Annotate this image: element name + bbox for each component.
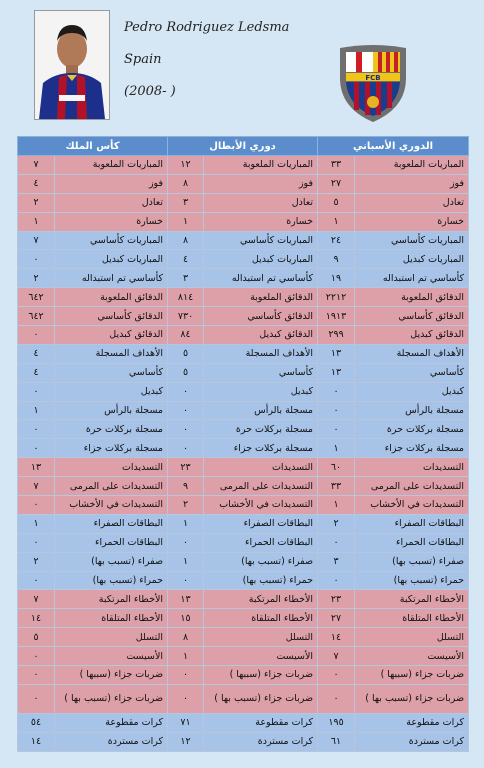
cell-label-cup: الأهداف المسجلة (55, 344, 168, 363)
cell-value-league: ٢٤ (318, 231, 355, 250)
cell-label-league: مسجلة بركلات جزاء (355, 439, 469, 458)
cell-label-cup: صفراء (تسبب بها) (55, 552, 168, 571)
cell-label-champions-league: ضربات جزاء (تسبب بها ) (204, 684, 318, 713)
cell-label-champions-league: الدقائق كأساسي (204, 307, 318, 326)
cell-label-league: المباريات الملعوبة (355, 156, 469, 175)
cell-value-champions-league: ٢٣ (168, 458, 204, 477)
cell-value-champions-league: ٠ (168, 401, 204, 420)
cell-value-cup: ٧ (18, 590, 55, 609)
cell-value-cup: ٥ (18, 628, 55, 647)
cell-value-champions-league: ١ (168, 212, 204, 231)
table-row (18, 571, 469, 590)
table-row (18, 552, 469, 571)
cell-label-league: الدقائق الملعوبة (355, 288, 469, 307)
cell-value-league: ١٣ (318, 344, 355, 363)
table-row (18, 684, 469, 713)
cell-label-cup: فوز (55, 174, 168, 193)
cell-value-cup: ٠ (18, 420, 55, 439)
cell-value-cup: ٠ (18, 666, 55, 685)
table-row (18, 732, 469, 751)
cell-label-league: المباريات كأساسي (355, 231, 469, 250)
table-row (18, 344, 469, 363)
cell-label-league: حمراء (تسبب بها) (355, 571, 469, 590)
cell-value-cup: ٠ (18, 496, 55, 515)
column-header: كأس الملك (18, 137, 168, 156)
cell-label-league: الأهداف المسجلة (355, 344, 469, 363)
cell-label-cup: التسديدات في الأخشاب (55, 496, 168, 515)
cell-value-league: ٢٩٩ (318, 326, 355, 345)
table-row (18, 458, 469, 477)
cell-value-league: ٣ (318, 552, 355, 571)
cell-value-champions-league: ٥ (168, 344, 204, 363)
cell-value-cup: ٤ (18, 174, 55, 193)
cell-label-cup: كبديل (55, 382, 168, 401)
table-row (18, 250, 469, 269)
cell-label-cup: حمراء (تسبب بها) (55, 571, 168, 590)
cell-label-league: المباريات كبديل (355, 250, 469, 269)
cell-value-champions-league: ٩ (168, 477, 204, 496)
cell-value-cup: ٤ (18, 363, 55, 382)
table-row (18, 496, 469, 515)
cell-value-champions-league: ٨ (168, 174, 204, 193)
cell-label-champions-league: حمراء (تسبب بها) (204, 571, 318, 590)
cell-value-champions-league: ٨ (168, 231, 204, 250)
cell-label-league: الدقائق كبديل (355, 326, 469, 345)
cell-label-champions-league: البطاقات الصفراء (204, 514, 318, 533)
cell-label-cup: المباريات كأساسي (55, 231, 168, 250)
cell-label-cup: البطاقات الحمراء (55, 533, 168, 552)
club-crest (334, 42, 412, 124)
cell-value-champions-league: ٠ (168, 533, 204, 552)
cell-label-league: التسلل (355, 628, 469, 647)
cell-value-cup: ٧ (18, 477, 55, 496)
cell-value-league: ١ (318, 496, 355, 515)
cell-value-champions-league: ٨ (168, 628, 204, 647)
cell-label-cup: الدقائق الملعوبة (55, 288, 168, 307)
cell-value-champions-league: ٠ (168, 382, 204, 401)
cell-value-league: ١٤ (318, 628, 355, 647)
cell-label-cup: التسديدات (55, 458, 168, 477)
cell-value-league: ٣٣ (318, 477, 355, 496)
cell-value-cup: ٢ (18, 552, 55, 571)
table-row (18, 477, 469, 496)
cell-label-cup: كأساسي تم استبداله (55, 269, 168, 288)
table-row (18, 307, 469, 326)
barcelona-crest-icon (334, 42, 412, 124)
table-row (18, 609, 469, 628)
cell-label-league: فوز (355, 174, 469, 193)
cell-label-champions-league: فوز (204, 174, 318, 193)
cell-value-cup: ١ (18, 212, 55, 231)
cell-value-league: ٢٧ (318, 174, 355, 193)
cell-value-league: ٢٢١٢ (318, 288, 355, 307)
table-row (18, 288, 469, 307)
cell-label-champions-league: التسديدات على المرمى (204, 477, 318, 496)
cell-label-cup: التسلل (55, 628, 168, 647)
cell-value-league: ٦٠ (318, 458, 355, 477)
stats-header-row (18, 137, 469, 156)
cell-value-cup: ٥٤ (18, 713, 55, 732)
cell-value-champions-league: ١ (168, 514, 204, 533)
cell-label-cup: البطاقات الصفراء (55, 514, 168, 533)
cell-label-cup: كرات مستردة (55, 732, 168, 751)
cell-label-league: التسديدات في الأخشاب (355, 496, 469, 515)
cell-label-cup: المباريات الملعوبة (55, 156, 168, 175)
cell-value-league: ٠ (318, 571, 355, 590)
cell-label-champions-league: مسجلة بركلات حرة (204, 420, 318, 439)
cell-value-league: ٩ (318, 250, 355, 269)
cell-label-champions-league: التسلل (204, 628, 318, 647)
cell-value-league: ١ (318, 439, 355, 458)
cell-value-champions-league: ١٢ (168, 732, 204, 751)
cell-value-champions-league: ١ (168, 552, 204, 571)
player-years: (2008- ) (124, 84, 176, 99)
cell-label-cup: كرات مقطوعة (55, 713, 168, 732)
cell-label-league: كرات مقطوعة (355, 713, 469, 732)
stats-table (17, 136, 469, 752)
cell-value-cup: ٠ (18, 647, 55, 666)
cell-label-league: كأساسي تم استبداله (355, 269, 469, 288)
cell-value-cup: ٠ (18, 250, 55, 269)
cell-value-league: ٢ (318, 514, 355, 533)
cell-label-cup: خسارة (55, 212, 168, 231)
cell-label-champions-league: الأسيست (204, 647, 318, 666)
table-row (18, 439, 469, 458)
cell-label-cup: ضربات جزاء (تسبب بها ) (55, 684, 168, 713)
cell-label-cup: الدقائق كأساسي (55, 307, 168, 326)
table-row (18, 269, 469, 288)
cell-value-cup: ١٤ (18, 732, 55, 751)
cell-label-champions-league: المباريات كبديل (204, 250, 318, 269)
cell-value-cup: ١٣ (18, 458, 55, 477)
cell-value-cup: ٠ (18, 439, 55, 458)
cell-value-champions-league: ٣ (168, 269, 204, 288)
cell-label-league: ضربات جزاء (تسبب بها ) (355, 684, 469, 713)
cell-label-champions-league: مسجلة بركلات جزاء (204, 439, 318, 458)
cell-label-champions-league: كرات مقطوعة (204, 713, 318, 732)
cell-value-league: ٠ (318, 401, 355, 420)
player-name: Pedro Rodriguez Ledsma (124, 20, 290, 35)
cell-label-champions-league: كبديل (204, 382, 318, 401)
cell-label-champions-league: المباريات الملعوبة (204, 156, 318, 175)
cell-value-league: ٠ (318, 666, 355, 685)
cell-label-cup: التسديدات على المرمى (55, 477, 168, 496)
cell-label-champions-league: التسديدات في الأخشاب (204, 496, 318, 515)
cell-value-league: ٠ (318, 382, 355, 401)
cell-label-cup: الأخطاء المتلقاة (55, 609, 168, 628)
cell-value-champions-league: ٠ (168, 666, 204, 685)
cell-value-league: ٣٣ (318, 156, 355, 175)
cell-value-cup: ٧ (18, 231, 55, 250)
cell-value-cup: ٠ (18, 533, 55, 552)
cell-value-champions-league: ٧٣٠ (168, 307, 204, 326)
cell-value-champions-league: ٣ (168, 193, 204, 212)
table-row (18, 590, 469, 609)
table-row (18, 401, 469, 420)
cell-value-league: ١٩ (318, 269, 355, 288)
cell-value-cup: ٤ (18, 344, 55, 363)
cell-value-league: ٥ (318, 193, 355, 212)
cell-value-league: ٢٣ (318, 590, 355, 609)
cell-label-champions-league: تعادل (204, 193, 318, 212)
cell-label-cup: مسجلة بالرأس (55, 401, 168, 420)
cell-value-league: ٧ (318, 647, 355, 666)
cell-label-champions-league: التسديدات (204, 458, 318, 477)
cell-value-cup: ٧ (18, 156, 55, 175)
cell-value-champions-league: ١٥ (168, 609, 204, 628)
cell-label-champions-league: الأهداف المسجلة (204, 344, 318, 363)
table-row (18, 326, 469, 345)
cell-label-league: البطاقات الحمراء (355, 533, 469, 552)
table-row (18, 666, 469, 685)
column-header: الدوري الأسباني (318, 137, 469, 156)
cell-label-league: التسديدات (355, 458, 469, 477)
player-photo (34, 10, 110, 120)
cell-value-champions-league: ١٣ (168, 590, 204, 609)
cell-label-champions-league: كأساسي (204, 363, 318, 382)
cell-value-champions-league: ٠ (168, 420, 204, 439)
table-row (18, 647, 469, 666)
table-row (18, 382, 469, 401)
cell-value-champions-league: ٢ (168, 496, 204, 515)
cell-value-cup: ١٤ (18, 609, 55, 628)
cell-label-league: مسجلة بركلات حرة (355, 420, 469, 439)
cell-label-cup: تعادل (55, 193, 168, 212)
player-photo-image (35, 11, 109, 119)
cell-label-league: تعادل (355, 193, 469, 212)
cell-label-league: الأسيست (355, 647, 469, 666)
cell-value-league: ١ (318, 212, 355, 231)
cell-label-league: كرات مستردة (355, 732, 469, 751)
cell-value-champions-league: ٧١ (168, 713, 204, 732)
cell-label-champions-league: الدقائق كبديل (204, 326, 318, 345)
cell-label-champions-league: الأخطاء المرتكبة (204, 590, 318, 609)
cell-value-cup: ٠ (18, 684, 55, 713)
cell-label-cup: المباريات كبديل (55, 250, 168, 269)
cell-value-league: ٢٧ (318, 609, 355, 628)
cell-label-league: ضربات جزاء (سببها ) (355, 666, 469, 685)
cell-value-league: ٠ (318, 533, 355, 552)
cell-label-champions-league: مسجلة بالرأس (204, 401, 318, 420)
cell-value-champions-league: ٨٤ (168, 326, 204, 345)
cell-label-league: صفراء (تسبب بها) (355, 552, 469, 571)
table-row (18, 713, 469, 732)
cell-value-champions-league: ٨١٤ (168, 288, 204, 307)
cell-value-champions-league: ٠ (168, 439, 204, 458)
cell-label-league: الأخطاء المتلقاة (355, 609, 469, 628)
cell-label-champions-league: صفراء (تسبب بها) (204, 552, 318, 571)
cell-label-champions-league: كرات مستردة (204, 732, 318, 751)
cell-value-champions-league: ٤ (168, 250, 204, 269)
cell-label-champions-league: ضربات جزاء (سببها ) (204, 666, 318, 685)
cell-label-league: خسارة (355, 212, 469, 231)
cell-value-cup: ٦٤٢ (18, 307, 55, 326)
cell-value-cup: ١ (18, 514, 55, 533)
cell-value-cup: ٢ (18, 269, 55, 288)
cell-value-cup: ٠ (18, 326, 55, 345)
player-info (124, 18, 289, 114)
cell-label-champions-league: الأخطاء المتلقاة (204, 609, 318, 628)
cell-label-cup: مسجلة بركلات حرة (55, 420, 168, 439)
cell-label-cup: كأساسي (55, 363, 168, 382)
cell-label-cup: ضربات جزاء (سببها ) (55, 666, 168, 685)
player-country: Spain (124, 52, 162, 67)
cell-label-league: كأساسي (355, 363, 469, 382)
table-row (18, 231, 469, 250)
cell-label-league: مسجلة بالرأس (355, 401, 469, 420)
cell-value-league: ١٩٥ (318, 713, 355, 732)
cell-value-league: ١٩١٣ (318, 307, 355, 326)
cell-label-champions-league: خسارة (204, 212, 318, 231)
cell-value-cup: ٢ (18, 193, 55, 212)
cell-label-champions-league: البطاقات الحمراء (204, 533, 318, 552)
cell-value-champions-league: ٠ (168, 571, 204, 590)
table-row (18, 156, 469, 175)
table-row (18, 212, 469, 231)
cell-value-champions-league: ١٢ (168, 156, 204, 175)
table-row (18, 628, 469, 647)
cell-value-league: ٠ (318, 420, 355, 439)
cell-label-cup: الأسيست (55, 647, 168, 666)
table-row (18, 533, 469, 552)
cell-label-cup: الأخطاء المرتكبة (55, 590, 168, 609)
cell-label-cup: مسجلة بركلات جزاء (55, 439, 168, 458)
cell-label-league: الأخطاء المرتكبة (355, 590, 469, 609)
table-row (18, 174, 469, 193)
svg-text:FCB: FCB (365, 74, 381, 82)
cell-value-cup: ٠ (18, 571, 55, 590)
cell-label-league: كبديل (355, 382, 469, 401)
column-header: دوري الأبطال (168, 137, 318, 156)
cell-value-cup: ٦٤٢ (18, 288, 55, 307)
table-row (18, 363, 469, 382)
table-row (18, 420, 469, 439)
table-row (18, 193, 469, 212)
cell-value-champions-league: ٥ (168, 363, 204, 382)
cell-label-champions-league: الدقائق الملعوبة (204, 288, 318, 307)
cell-label-league: التسديدات على المرمى (355, 477, 469, 496)
cell-value-champions-league: ٠ (168, 684, 204, 713)
cell-value-league: ٠ (318, 684, 355, 713)
cell-value-cup: ١ (18, 401, 55, 420)
cell-label-league: الدقائق كأساسي (355, 307, 469, 326)
cell-value-league: ٦١ (318, 732, 355, 751)
cell-label-cup: الدقائق كبديل (55, 326, 168, 345)
cell-value-cup: ٠ (18, 382, 55, 401)
cell-label-champions-league: كأساسي تم استبداله (204, 269, 318, 288)
table-row (18, 514, 469, 533)
cell-label-league: البطاقات الصفراء (355, 514, 469, 533)
cell-value-champions-league: ١ (168, 647, 204, 666)
cell-value-league: ١٣ (318, 363, 355, 382)
cell-label-champions-league: المباريات كأساسي (204, 231, 318, 250)
